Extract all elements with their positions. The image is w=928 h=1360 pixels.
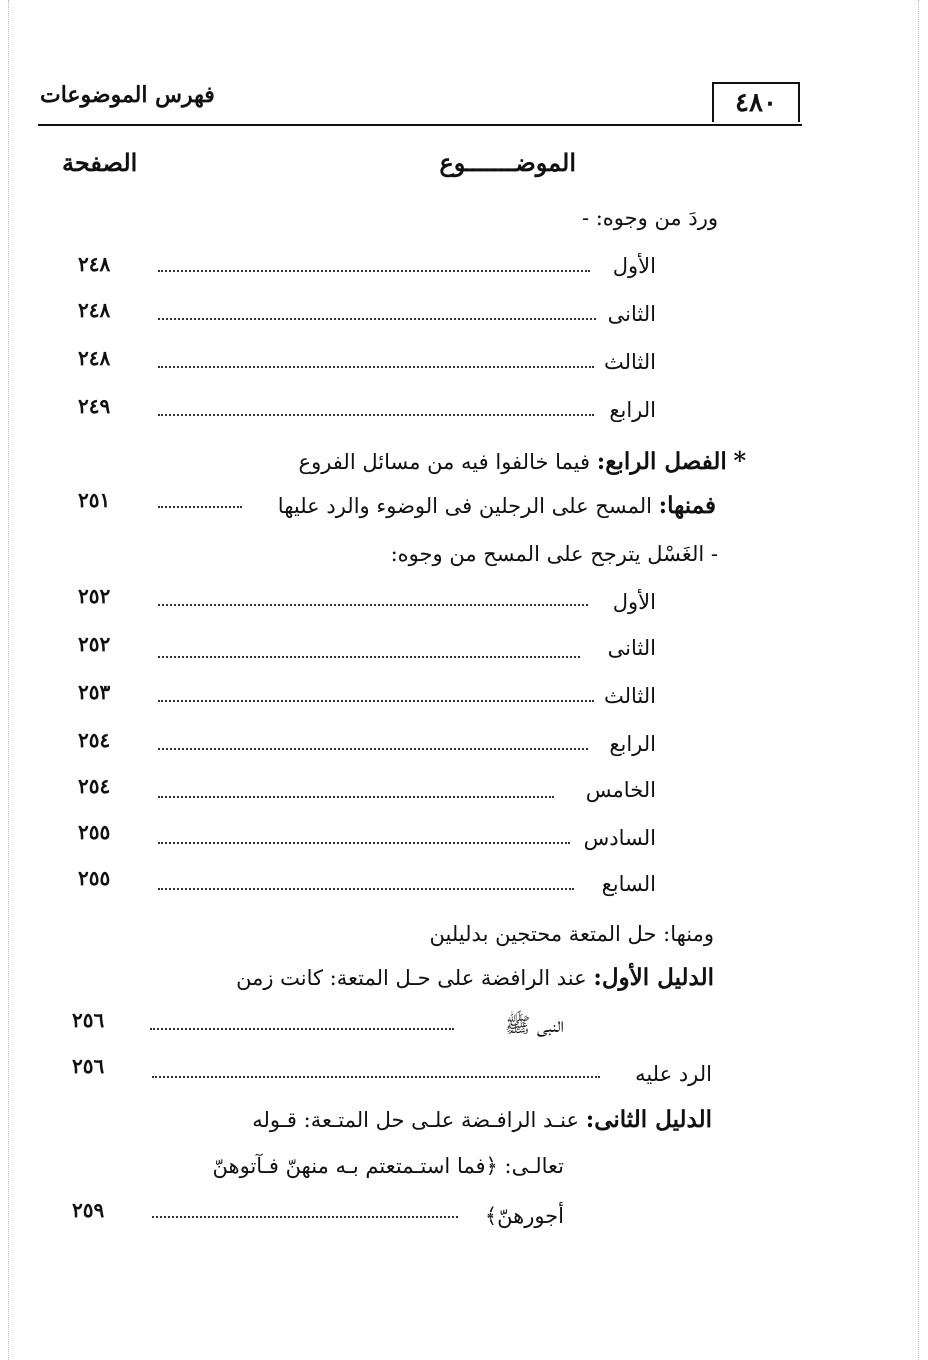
toc-entry-text: عنـد الرافـضة علـى حل المتـعة: قـوله [252,1108,580,1132]
leader-dots [158,796,554,798]
toc-entry-text: الثانى [607,636,656,660]
toc-entry-lead: الدليل الأول: [593,964,714,991]
toc-page-number: ٢٥٥ [78,820,111,844]
leader-dots [158,270,590,272]
toc-entry [609,398,656,422]
page-number: ٤٨٠ [735,88,777,118]
toc-entry [613,254,656,278]
toc-page-number: ٢٤٨ [78,252,111,276]
toc-entry-text: الثالث [604,350,656,374]
toc-entry-text: الثالث [604,684,656,708]
toc-page-number: ٢٥٦ [72,1008,105,1032]
leader-dots [158,604,588,606]
bullet-asterisk: * [733,446,746,475]
toc-entry-text: الرد عليه [635,1062,712,1086]
toc-entry [299,446,746,475]
toc-entry [608,302,656,326]
toc-entry [635,1062,712,1086]
toc-entry [213,1154,564,1178]
toc-entry-lead: فمنها: [658,492,716,519]
toc-entry [613,590,656,614]
toc-entry-text: وردَ من وجوه: - [581,206,718,230]
toc-entry [608,636,656,660]
toc-page-number: ٢٥٩ [72,1198,105,1222]
leader-dots [158,506,242,508]
toc-entry [278,492,716,519]
toc-entry-text: الخامس [585,778,656,802]
page-edge-rule [8,0,9,1360]
toc-page-number: ٢٥٤ [78,728,111,752]
toc-page-number: ٢٥٢ [78,584,111,608]
toc-entry-text: ومنها: حل المتعة محتجين بدليلين [429,922,714,946]
leader-dots [152,1076,600,1078]
running-title: فهرس الموضوعات [40,82,215,108]
leader-dots [158,656,580,658]
toc-entry [485,1204,564,1228]
toc-entry [236,964,714,991]
toc-entry-text: أجورهنّ﴾ [484,1204,564,1228]
toc-entry-text: - الغَسْل يترجح على المسح من وجوه: [390,542,718,566]
toc-page-number: ٢٥٢ [78,632,111,656]
toc-entry [252,1106,712,1133]
page-edge-rule [918,0,919,1360]
toc-page-number: ٢٤٩ [78,394,111,418]
toc-entry [582,206,718,230]
toc-entry-text: النبى ﷺ [504,1013,564,1037]
leader-dots [158,414,594,416]
toc-entry-text: تعالـى: ﴿فما استـمتعتم بـه منهنّ فـآتوهنّ [212,1154,564,1178]
toc-entry-text: الرابع [609,732,656,756]
topic-column-heading: الموضـــــــوع [439,148,576,177]
toc-entry-text: الأول [612,590,656,614]
leader-dots [158,842,570,844]
toc-entry-text: المسح على الرجلين فى الوضوء والرد عليها [277,494,652,518]
leader-dots [158,748,588,750]
toc-page-number: ٢٤٨ [78,346,111,370]
leader-dots [158,318,596,320]
toc-entry [584,826,656,850]
page-number-box [712,82,800,122]
toc-entry [391,542,718,566]
toc-entry-text: الأول [612,254,656,278]
leader-dots [152,1216,458,1218]
toc-entry [586,778,656,802]
page-column-heading: الصفحة [62,148,138,177]
toc-entry-text: عند الرافضة على حـل المتعة: كانت زمن [236,966,587,990]
leader-dots [150,1028,454,1030]
toc-entry-lead: الدليل الثانى: [585,1106,712,1133]
toc-entry [602,872,656,896]
toc-entry [609,732,656,756]
toc-entry-text: السابع [601,872,656,896]
toc-entry-text: فيما خالفوا فيه من مسائل الفروع [298,450,591,474]
toc-entry-text: الثانى [607,302,656,326]
leader-dots [158,888,574,890]
toc-entry [430,922,714,946]
toc-page-number: ٢٥٤ [78,774,111,798]
toc-entry [604,684,656,708]
leader-dots [158,366,594,368]
toc-entry-text: السادس [583,826,656,850]
toc-entry-lead: الفصل الرابع: [596,448,727,475]
toc-entry [505,1012,564,1043]
toc-page-number: ٢٥١ [78,488,111,512]
toc-page-number: ٢٥٦ [72,1054,105,1078]
leader-dots [158,700,594,702]
toc-entry-text: الرابع [609,398,656,422]
toc-page-number: ٢٤٨ [78,298,111,322]
toc-page-number: ٢٥٥ [78,866,111,890]
toc-entry [604,350,656,374]
toc-page-number: ٢٥٣ [78,680,111,704]
header-rule [38,124,802,126]
